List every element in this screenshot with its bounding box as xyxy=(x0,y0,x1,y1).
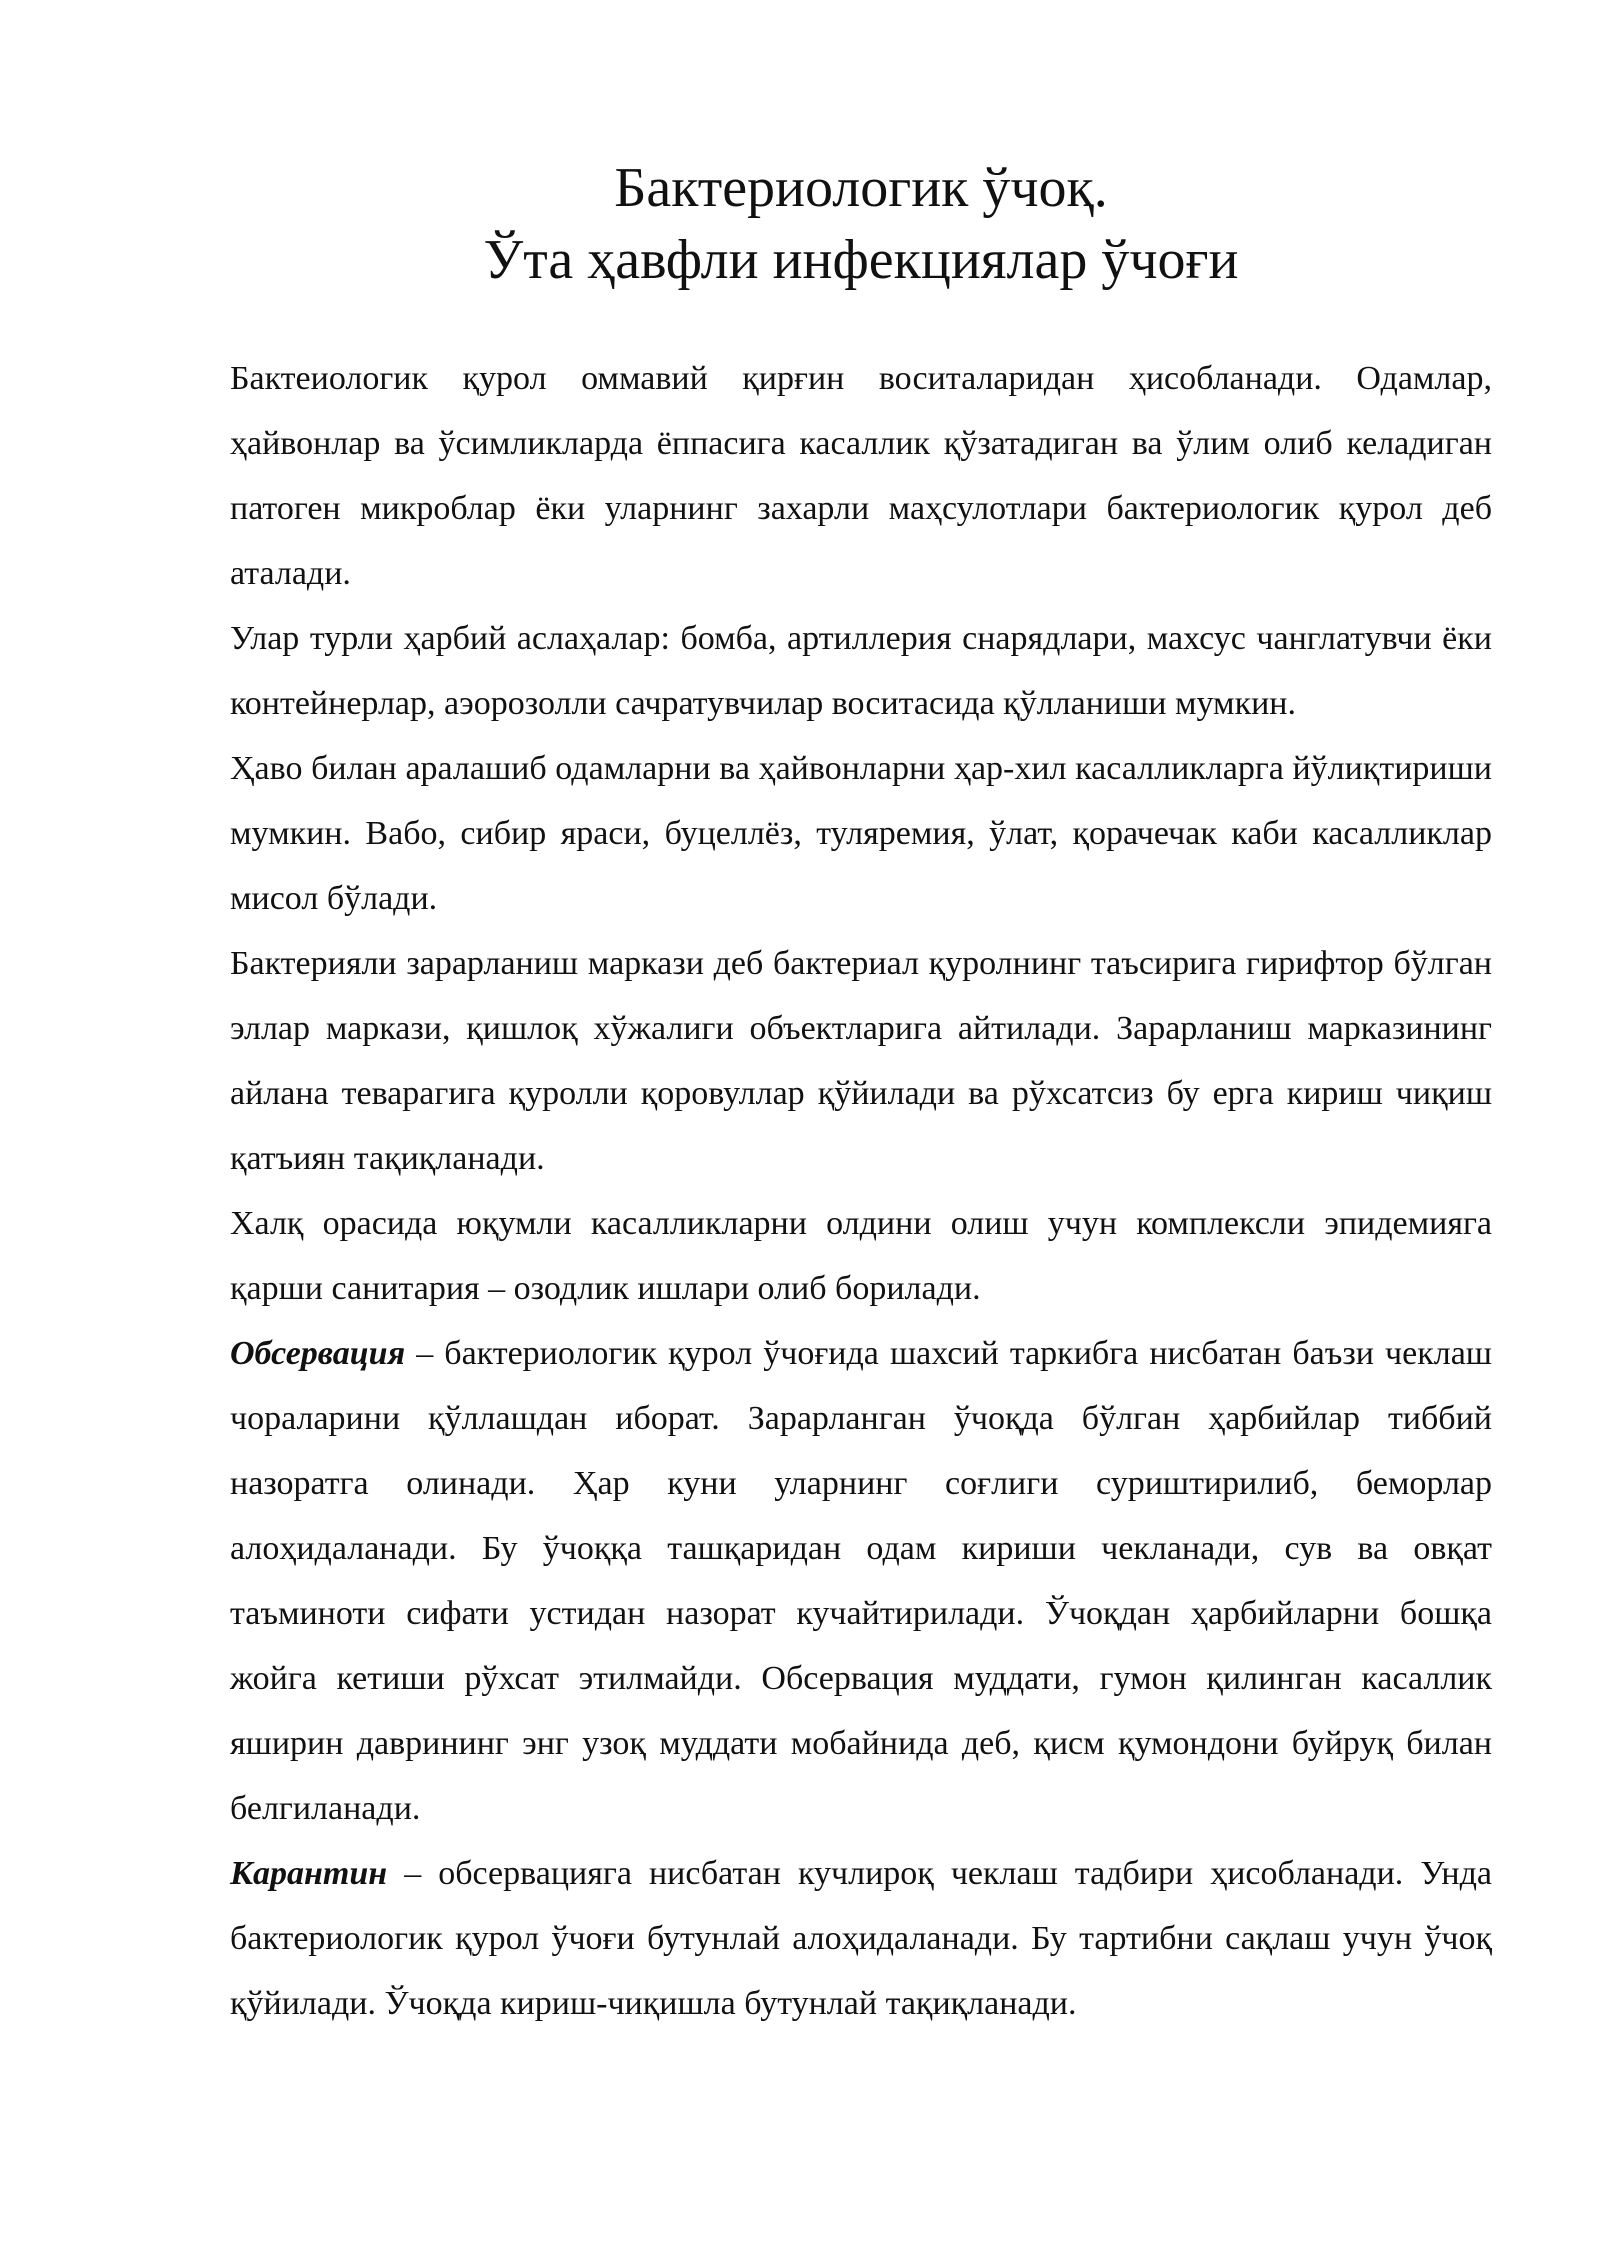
observation-text: – бактериологик қурол ўчоғида шахсий таркибга нисбатан баъзи чеклаш чораларини қўллашдан иборат. Зарарланган ўчоқда бўлган ҳарбийлар тиббий назоратга олинади. Ҳар куни уларнинг соғлиги суриштирилиб, беморлар алоҳидаланади. Бу ўчоққа ташқаридан одам кириши чекланади, сув ва овқат таъминоти сифати устидан назорат кучайтирилади. Ўчоқдан ҳарбийларни бошқа жойга кетиши рўхсат этилмайди. Обсервация муддати, гумон қилинган касаллик яширин даврининг энг узоқ муддати мобайнида деб, қисм қумондони буйруқ билан белгиланади. xyxy=(230,1335,1492,1827)
paragraph-observation xyxy=(230,1321,1492,1841)
paragraph-sanitation: Халқ орасида юқумли касалликларни олдини олиш учун комплексли эпидемияга қарши санитария – озодлик ишлари олиб борилади. xyxy=(230,1205,1492,1307)
paragraph-quarantine xyxy=(230,1841,1492,2036)
document-body xyxy=(230,346,1492,2036)
paragraph-delivery: Улар турли ҳарбий аслаҳалар: бомба, артиллерия снарядлари, махсус чанглатувчи ёки контейнерлар, аэорозолли сачратувчилар воситасида қўлланиши мумкин. xyxy=(230,620,1492,722)
title-line-2: Ўта ҳавфли инфекциялар ўчоғи xyxy=(483,229,1239,291)
page-title xyxy=(230,152,1492,296)
quarantine-text: – обсервацияга нисбатан кучлироқ чеклаш тадбири ҳисобланади. Унда бактериологик қурол ўчоғи бутунлай алоҳидаланади. Бу тартибни сақлаш учун ўчоқ қўйилади. Ўчоқда кириш-чиқишла бутунлай тақиқланади. xyxy=(230,1855,1492,2022)
paragraph-definition: Бактеиологик қурол оммавий қирғин воситаларидан ҳисобланади. Одамлар, ҳайвонлар ва ўсимликларда ёппасига касаллик қўзатадиган ва ўлим олиб келадиган патоген микроблар ёки уларнинг захарли маҳсулотлари бактериологик қурол деб аталади. xyxy=(230,360,1492,592)
paragraph-diseases: Ҳаво билан аралашиб одамларни ва ҳайвонларни ҳар-хил касалликларга йўлиқтириши мумкин. Вабо, сибир яраси, буцеллёз, туляремия, ўлат, қорачечак каби касалликлар мисол бўлади. xyxy=(230,750,1492,917)
term-quarantine: Карантин xyxy=(230,1855,388,1892)
paragraph-contamination-center: Бактерияли зарарланиш маркази деб бактериал қуролнинг таъсирига гирифтор бўлган эллар маркази, қишлоқ хўжалиги объектларига айтилади. Зарарланиш марказининг айлана теварагига қуролли қоровуллар қўйилади ва рўхсатсиз бу ерга кириш чиқиш қатъиян тақиқланади. xyxy=(230,945,1492,1177)
title-line-1: Бактериологик ўчоқ. xyxy=(614,157,1108,219)
term-observation: Обсервация xyxy=(230,1335,406,1372)
